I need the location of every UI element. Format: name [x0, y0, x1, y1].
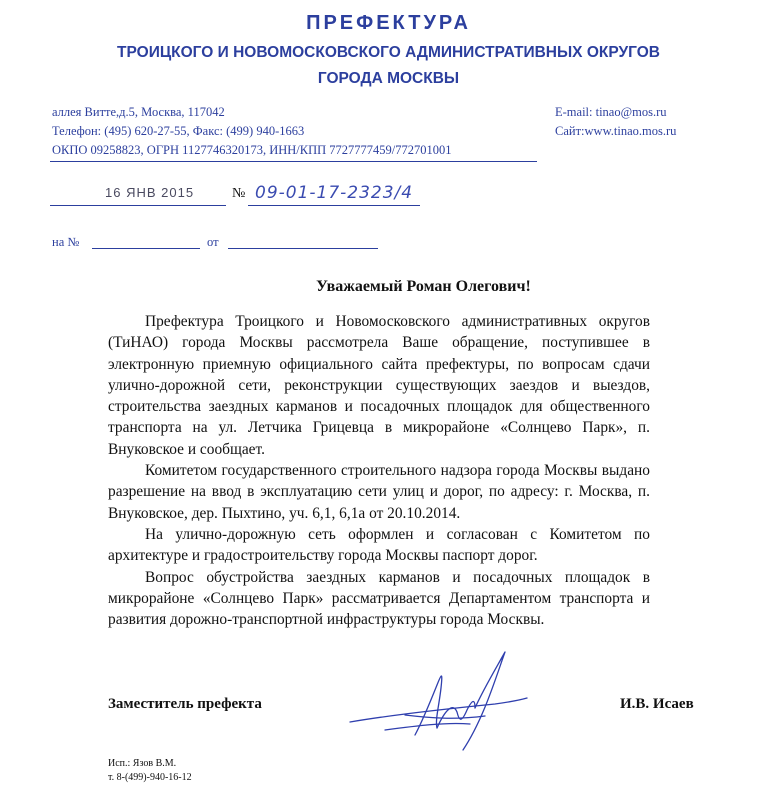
org-email: E-mail: tinao@mos.ru — [555, 105, 667, 119]
signatory-position: Заместитель префекта — [108, 696, 262, 712]
signatory-name: И.В. Исаев — [620, 696, 694, 712]
org-address: аллея Витте,д.5, Москва, 117042 — [52, 105, 225, 119]
paragraph-3: На улично-дорожную сеть оформлен и согласован с Комитетом по архитектуре и градостроительству города Москвы паспорт дорог. — [108, 525, 650, 565]
paragraph-1: Префектура Троицкого и Новомосковского административных округов (ТиНАО) города Москвы рассмотрела Ваше обращение, поступившее в электронную приемную официального сайта префектуры, по вопросам сдачи улично-дорожной сети, реконструкции существующих заездов и выездов, строительства заездных карманов и посадочных площадок для общественного транспорта на ул. Летчика Грицевца в микрорайоне «Солнцево Парк», п. Внуковское и сообщает. — [108, 313, 650, 458]
registration-date: 16 ЯНВ 2015 — [105, 185, 195, 200]
ref-underline — [92, 248, 200, 249]
from-underline — [228, 248, 378, 249]
paragraph-2: Комитетом государственного строительного надзора города Москвы выдано разрешение на ввод в эксплуатацию сети улиц и дорог, по адресу: г. Москва, п. Внуковское, дер. Пыхтино, уч. 6,1, 6,1а от 20.10.2014. — [108, 462, 650, 522]
org-title: ПРЕФЕКТУРА — [306, 12, 471, 34]
executor-phone: т. 8-(499)-940-16-12 — [108, 772, 192, 783]
paragraph-4: Вопрос обустройства заездных карманов и посадочных площадок в микрорайоне «Солнцево Парк» рассматривается Департаментом транспорта и развития дорожно-транспортной инфраструктуры города Москвы. — [108, 568, 650, 629]
greeting: Уважаемый Роман Олегович! — [316, 278, 531, 295]
from-label: от — [207, 235, 219, 249]
executor-name: Исп.: Язов В.М. — [108, 758, 177, 769]
registration-number: 09-01-17-2323/4 — [255, 183, 414, 203]
org-phone: Телефон: (495) 620-27-55, Факс: (499) 940-1663 — [52, 124, 305, 138]
org-subtitle-1: ТРОИЦКОГО И НОВОМОСКОВСКОГО АДМИНИСТРАТИВНЫХ ОКРУГОВ — [117, 44, 660, 61]
org-website: Сайт:www.tinao.mos.ru — [555, 124, 677, 138]
letter-body — [108, 311, 650, 630]
header-divider — [50, 161, 537, 162]
date-underline — [50, 205, 226, 206]
org-codes: ОКПО 09258823, ОГРН 1127746320173, ИНН/КПП 7727777459/772701001 — [52, 143, 452, 157]
handwritten-signature — [345, 640, 545, 760]
number-sign: № — [232, 186, 246, 201]
ref-label: на № — [52, 235, 80, 249]
number-underline — [248, 205, 420, 206]
org-subtitle-2: ГОРОДА МОСКВЫ — [317, 70, 460, 87]
